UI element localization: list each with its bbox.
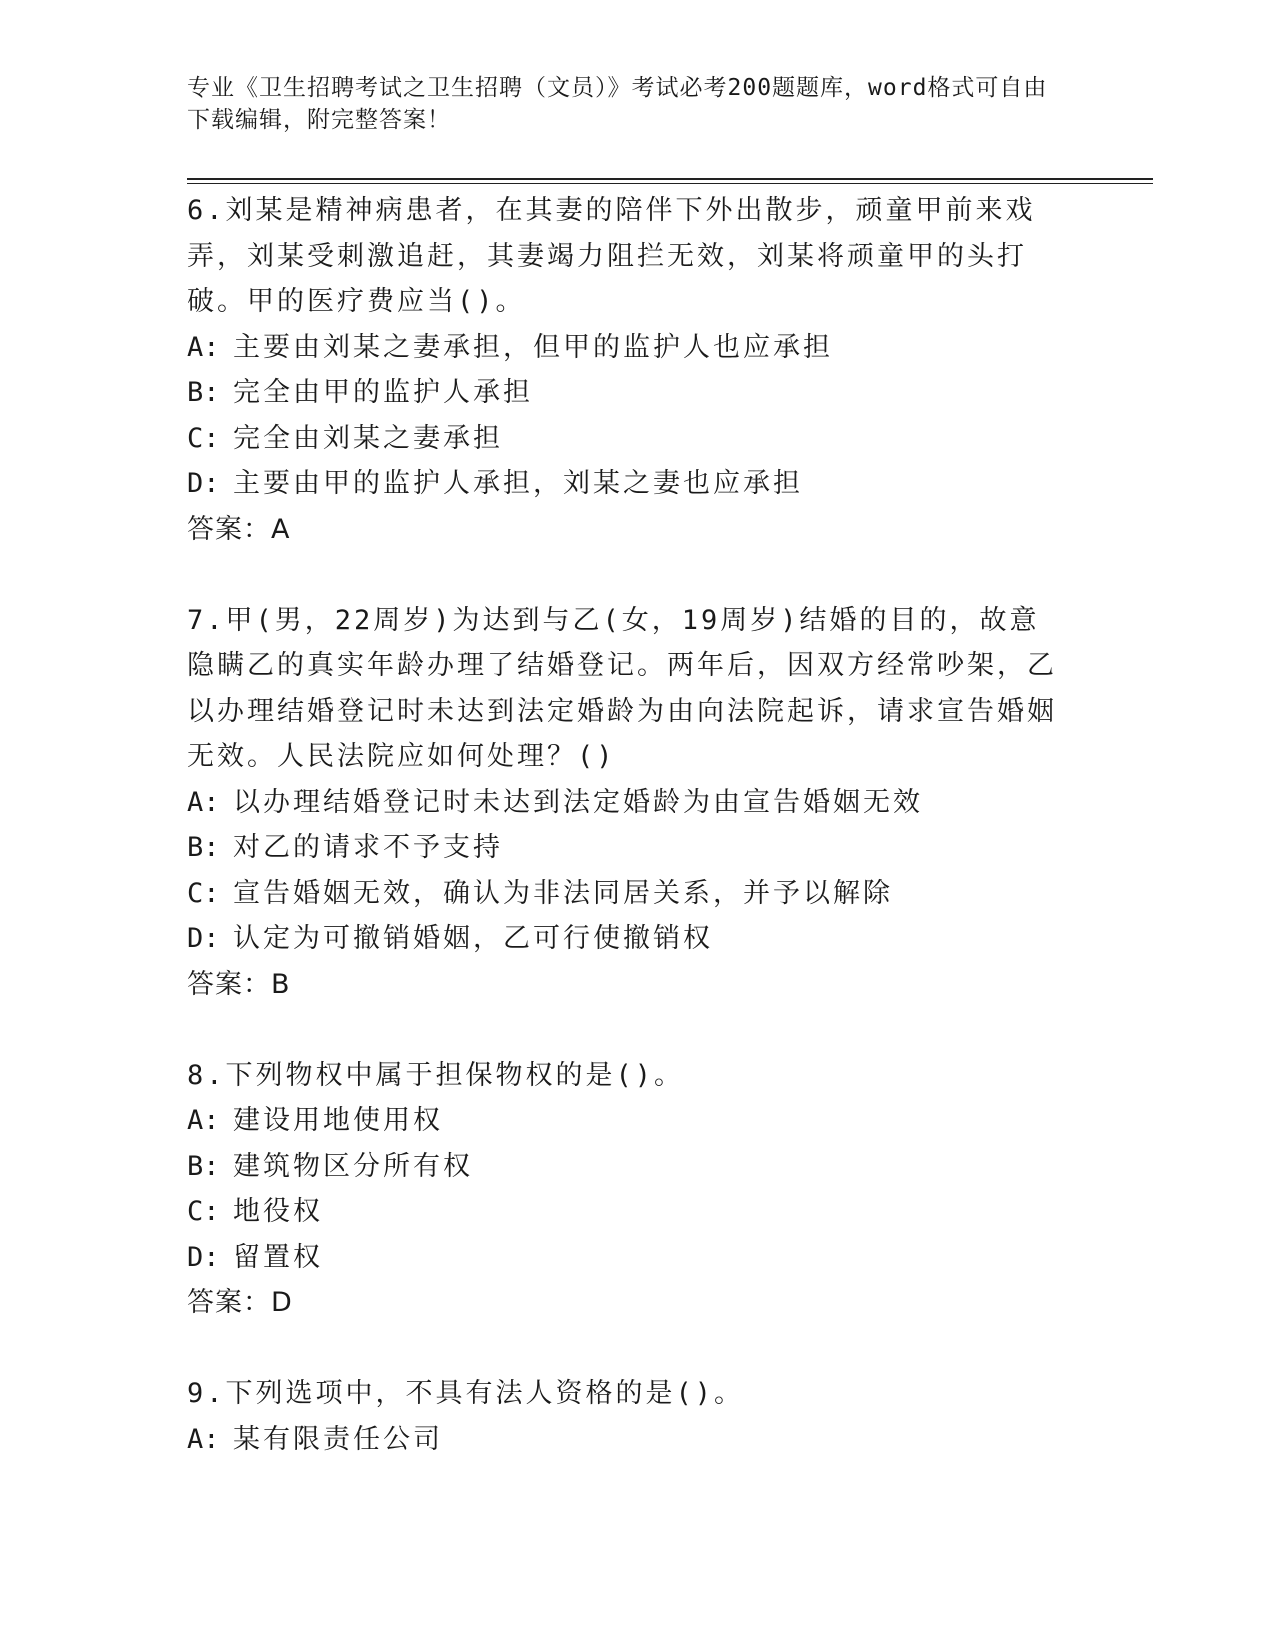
option-b <box>187 1144 1067 1190</box>
option-b <box>187 825 1067 871</box>
option-text: 主要由甲的监护人承担，刘某之妻也应承担 <box>233 468 803 499</box>
option-a <box>187 780 1067 826</box>
option-c <box>187 416 1067 462</box>
question-stem: 6.刘某是精神病患者，在其妻的陪伴下外出散步，顽童甲前来戏弄，刘某受刺激追赶，其妻竭力阻拦无效，刘某将顽童甲的头打破。甲的医疗费应当()。 <box>187 195 1036 317</box>
option-text: 建设用地使用权 <box>233 1105 443 1136</box>
option-a <box>187 1098 1067 1144</box>
option-text: 以办理结婚登记时未达到法定婚龄为由宣告婚姻无效 <box>233 786 923 818</box>
option-d <box>187 1235 1067 1281</box>
question-stem: 9.下列选项中，不具有法人资格的是()。 <box>187 1378 745 1409</box>
option-letter: C: <box>187 422 220 454</box>
option-d <box>187 461 1067 507</box>
option-letter: A: <box>187 1105 220 1136</box>
document-header: 专业《卫生招聘考试之卫生招聘（文员）》考试必考200题题库，word格式可自由下载编辑，附完整答案！ <box>187 75 1048 133</box>
answer-line: 答案：D <box>187 1287 293 1318</box>
question-stem: 7.甲(男，22周岁)为达到与乙(女，19周岁)结婚的目的，故意隐瞒乙的真实年龄办理了结婚登记。两年后，因双方经常吵架，乙以办理结婚登记时未达到法定婚龄为由向法院起诉，请求宣告婚姻无效。人民法院应如何处理？() <box>187 604 1057 772</box>
option-c <box>187 871 1067 917</box>
option-letter: C: <box>187 1196 220 1227</box>
option-b <box>187 370 1067 416</box>
option-text: 对乙的请求不予支持 <box>233 832 503 863</box>
option-d <box>187 916 1067 962</box>
question-8 <box>187 1053 1067 1326</box>
option-letter: B: <box>187 832 220 863</box>
option-letter: B: <box>187 1150 220 1182</box>
question-9 <box>187 1371 1067 1462</box>
question-7 <box>187 598 1067 1008</box>
option-letter: D: <box>187 1241 220 1273</box>
question-list <box>187 188 1067 1508</box>
option-text: 认定为可撤销婚姻，乙可行使撤销权 <box>233 923 713 954</box>
header-divider-thin <box>187 183 1153 184</box>
option-c <box>187 1189 1067 1235</box>
option-letter: D: <box>187 923 220 954</box>
option-text: 主要由刘某之妻承担，但甲的监护人也应承担 <box>233 331 833 363</box>
option-letter: B: <box>187 377 220 408</box>
option-text: 完全由甲的监护人承担 <box>233 377 533 408</box>
answer-line: 答案：A <box>187 513 291 545</box>
option-text: 留置权 <box>233 1241 323 1273</box>
option-letter: A: <box>187 331 220 363</box>
answer-line: 答案：B <box>187 968 291 1000</box>
header-divider-thick <box>187 178 1153 180</box>
option-letter: C: <box>187 877 220 909</box>
option-text: 某有限责任公司 <box>233 1423 443 1455</box>
option-text: 完全由刘某之妻承担 <box>233 422 503 454</box>
option-text: 地役权 <box>233 1196 323 1227</box>
option-letter: A: <box>187 1423 220 1455</box>
option-text: 建筑物区分所有权 <box>233 1150 473 1182</box>
option-a <box>187 1417 1067 1463</box>
question-6 <box>187 188 1067 552</box>
option-letter: A: <box>187 786 220 818</box>
option-a <box>187 325 1067 371</box>
option-text: 宣告婚姻无效，确认为非法同居关系，并予以解除 <box>233 877 893 909</box>
question-stem: 8.下列物权中属于担保物权的是()。 <box>187 1059 685 1091</box>
option-letter: D: <box>187 468 220 499</box>
